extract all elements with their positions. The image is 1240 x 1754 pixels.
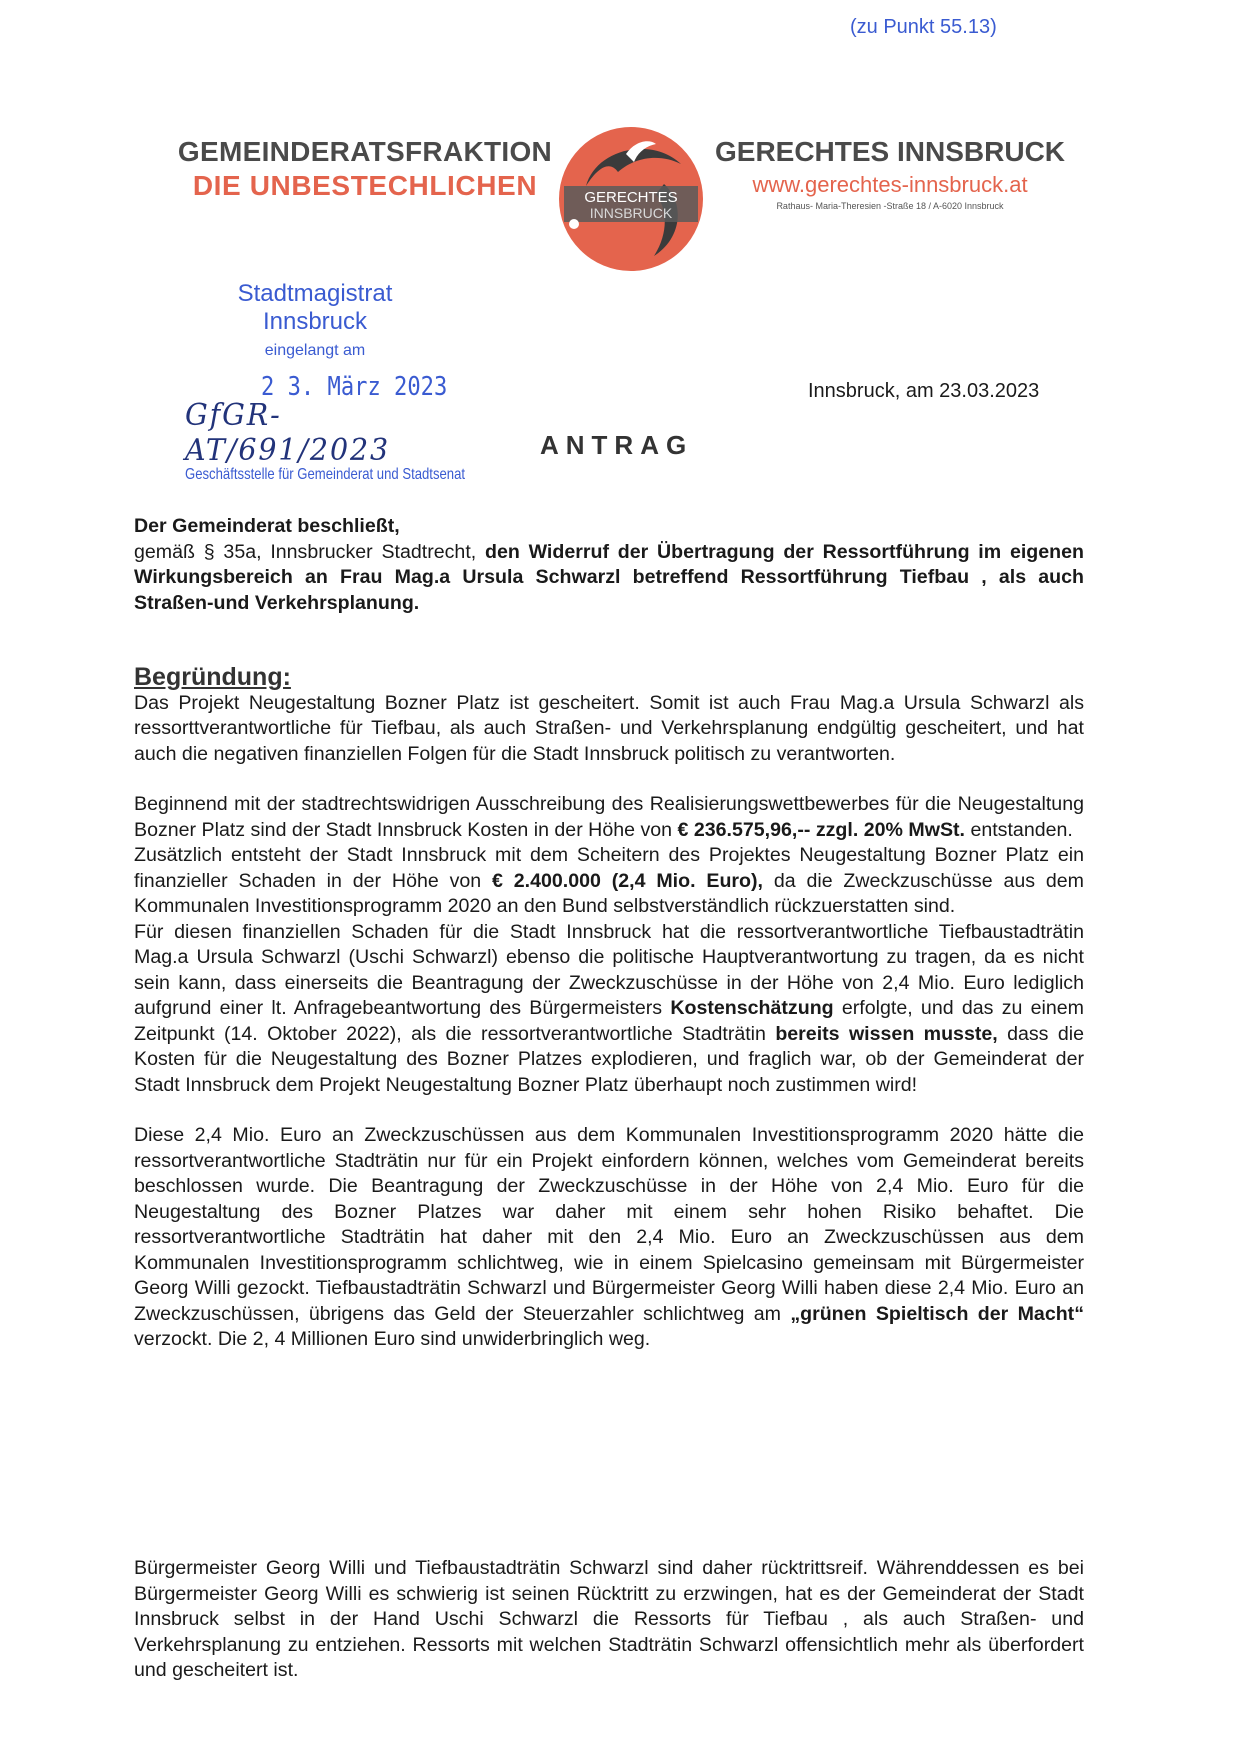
letterhead-left (165, 136, 565, 202)
stamp-reference-handwritten: GfGR-AT/691/2023 (185, 398, 391, 468)
paragraph-5: Diese 2,4 Mio. Euro an Zweckzuschüssen aus dem Kommunalen Investitionsprogramm 2020 hätte die ressortverantwortliche Stadträtin nur für ein Projekt einfordern können, welches vom Gemeinderat bereits beschlossen wurde. Die Beantragung der Zweckzuschüsse in der Höhe von 2,4 Mio. Euro für die Neugestaltung des Bozner Platzes war daher mit einem sehr hohen Risiko behaftet. Die ressortverantwortliche Stadträtin hat daher mit den 2,4 Mio. Euro an Zweckzuschüssen aus dem Kommunalen Investitionsprogramm schlichtweg, wie in einem Spielcasino gemeinsam mit Bürgermeister Georg Willi gezockt. Tiefbaustadträtin Schwarzl und Bürgermeister Georg Willi haben diese 2,4 Mio. Euro an Zweckzuschüssen, übrigens das Geld der Steuerzahler schlichtweg am „grünen Spieltisch der Macht“ verzockt. Die 2, 4 Millionen Euro sind unwiderbringlich weg. (134, 1124, 1085, 1350)
paragraph-3: Zusätzlich entsteht der Stadt Innsbruck mit dem Scheitern des Projektes Neugestaltung Bozner Platz ein finanzieller Schaden in der Höhe von € 2.400.000 (2,4 Mio. Euro), da die Zweckzuschüsse aus dem Kommunalen Investitionsprogramm 2020 an den Bund selbstverständlich rückzuerstatten sind. (134, 844, 1084, 917)
receipt-stamp (185, 280, 485, 484)
party-logo (556, 124, 706, 274)
faction-subtitle: DIE UNBESTECHLICHEN (192, 170, 538, 201)
agenda-reference: (zu Punkt 55.13) (850, 16, 997, 38)
stamp-received-label: eingelangt am (264, 342, 366, 359)
motion-text: gemäß § 35a, Innsbrucker Stadtrecht, den Widerruf der Übertragung der Ressortführung im eigenen Wirkungsbereich an Frau Mag.a Ursula Schwarzl betreffend Ressortführung Tiefbau , als auch Straßen-und Verkehrsplanung. (134, 540, 1084, 614)
logo-text-top: GERECHTES (584, 189, 678, 206)
justification-block (134, 665, 1084, 1353)
party-address: Rathaus- Maria-Theresien -Straße 18 / A-6020 Innsbruck (776, 201, 1004, 211)
logo-text-bottom: INNSBRUCK (589, 205, 673, 221)
paragraph-2: Beginnend mit der stadtrechtswidrigen Ausschreibung des Realisierungswettbewerbes für die Neugestaltung Bozner Platz sind der Stadt Innsbruck Kosten in der Höhe von € 236.575,96,-- zzgl. 20% MwSt. entstanden. (134, 793, 1084, 841)
stamp-office: Stadtmagistrat Innsbruck (237, 280, 393, 335)
paragraph-6: Bürgermeister Georg Willi und Tiefbaustadträtin Schwarzl sind daher rücktrittsreif. Währenddessen es bei Bürgermeister Georg Willi es schwierig ist seinen Rücktritt zu erzwingen, hat es der Gemeinderat der Stadt Innsbruck selbst in der Hand Uschi Schwarzl die Ressorts für Tiefbau , als auch Straßen- und Verkehrsplanung zu entziehen. Ressorts mit welchen Stadträtin Schwarzl offensichtlich mehr als überfordert und gescheitert ist. (134, 1557, 1084, 1681)
faction-title: GEMEINDERATSFRAKTION (177, 136, 553, 167)
party-name: GERECHTES INNSBRUCK (714, 136, 1066, 167)
stamp-date: 2 3. März 2023 (261, 372, 448, 402)
closing-block (134, 1556, 1084, 1684)
motion-intro: Der Gemeinderat beschließt, (134, 515, 400, 537)
justification-heading: Begründung: (134, 663, 291, 691)
paragraph-1: Das Projekt Neugestaltung Bozner Platz ist gescheitert. Somit ist auch Frau Mag.a Ursula Schwarzl als ressorttverantwortliche für Tiefbau, als auch Straßen- und Verkehrsplanung endgültig gescheitert, und hat auch die negativen finanziellen Folgen für die Stadt Innsbruck politisch zu verantworten. (134, 691, 1084, 765)
paragraph-4: Für diesen finanziellen Schaden für die Stadt Innsbruck hat die ressortverantwortliche Tiefbaustadträtin Mag.a Ursula Schwarzl (Uschi Schwarzl) ebenso die politische Hauptverantwortung zu tragen, da es nicht sein kann, dass einerseits die Beantragung der Zweckzuschüsse in der Höhe von 2,4 Mio. Euro lediglich aufgrund einer lt. Anfragebeantwortung des Bürgermeisters Kostenschätzung erfolgte, und das zu einem Zeitpunkt (14. Oktober 2022), als die ressortverantwortliche Stadträtin bereits wissen musste, dass die Kosten für die Neugestaltung des Bozner Platzes explodieren, und fraglich war, ob der Gemeinderat der Stadt Innsbruck dem Projekt Neugestaltung Bozner Platz überhaupt noch zustimmen wird! (134, 920, 1084, 1096)
letterhead-right (690, 136, 1090, 211)
motion-block (134, 514, 1084, 616)
document-date: Innsbruck, am 23.03.2023 (808, 380, 1040, 402)
stamp-department: Geschäftsstelle für Gemeinderat und Stadtsenat (185, 466, 466, 483)
party-website: www.gerechtes-innsbruck.at (752, 172, 1028, 197)
document-title: ANTRAG (540, 430, 694, 460)
